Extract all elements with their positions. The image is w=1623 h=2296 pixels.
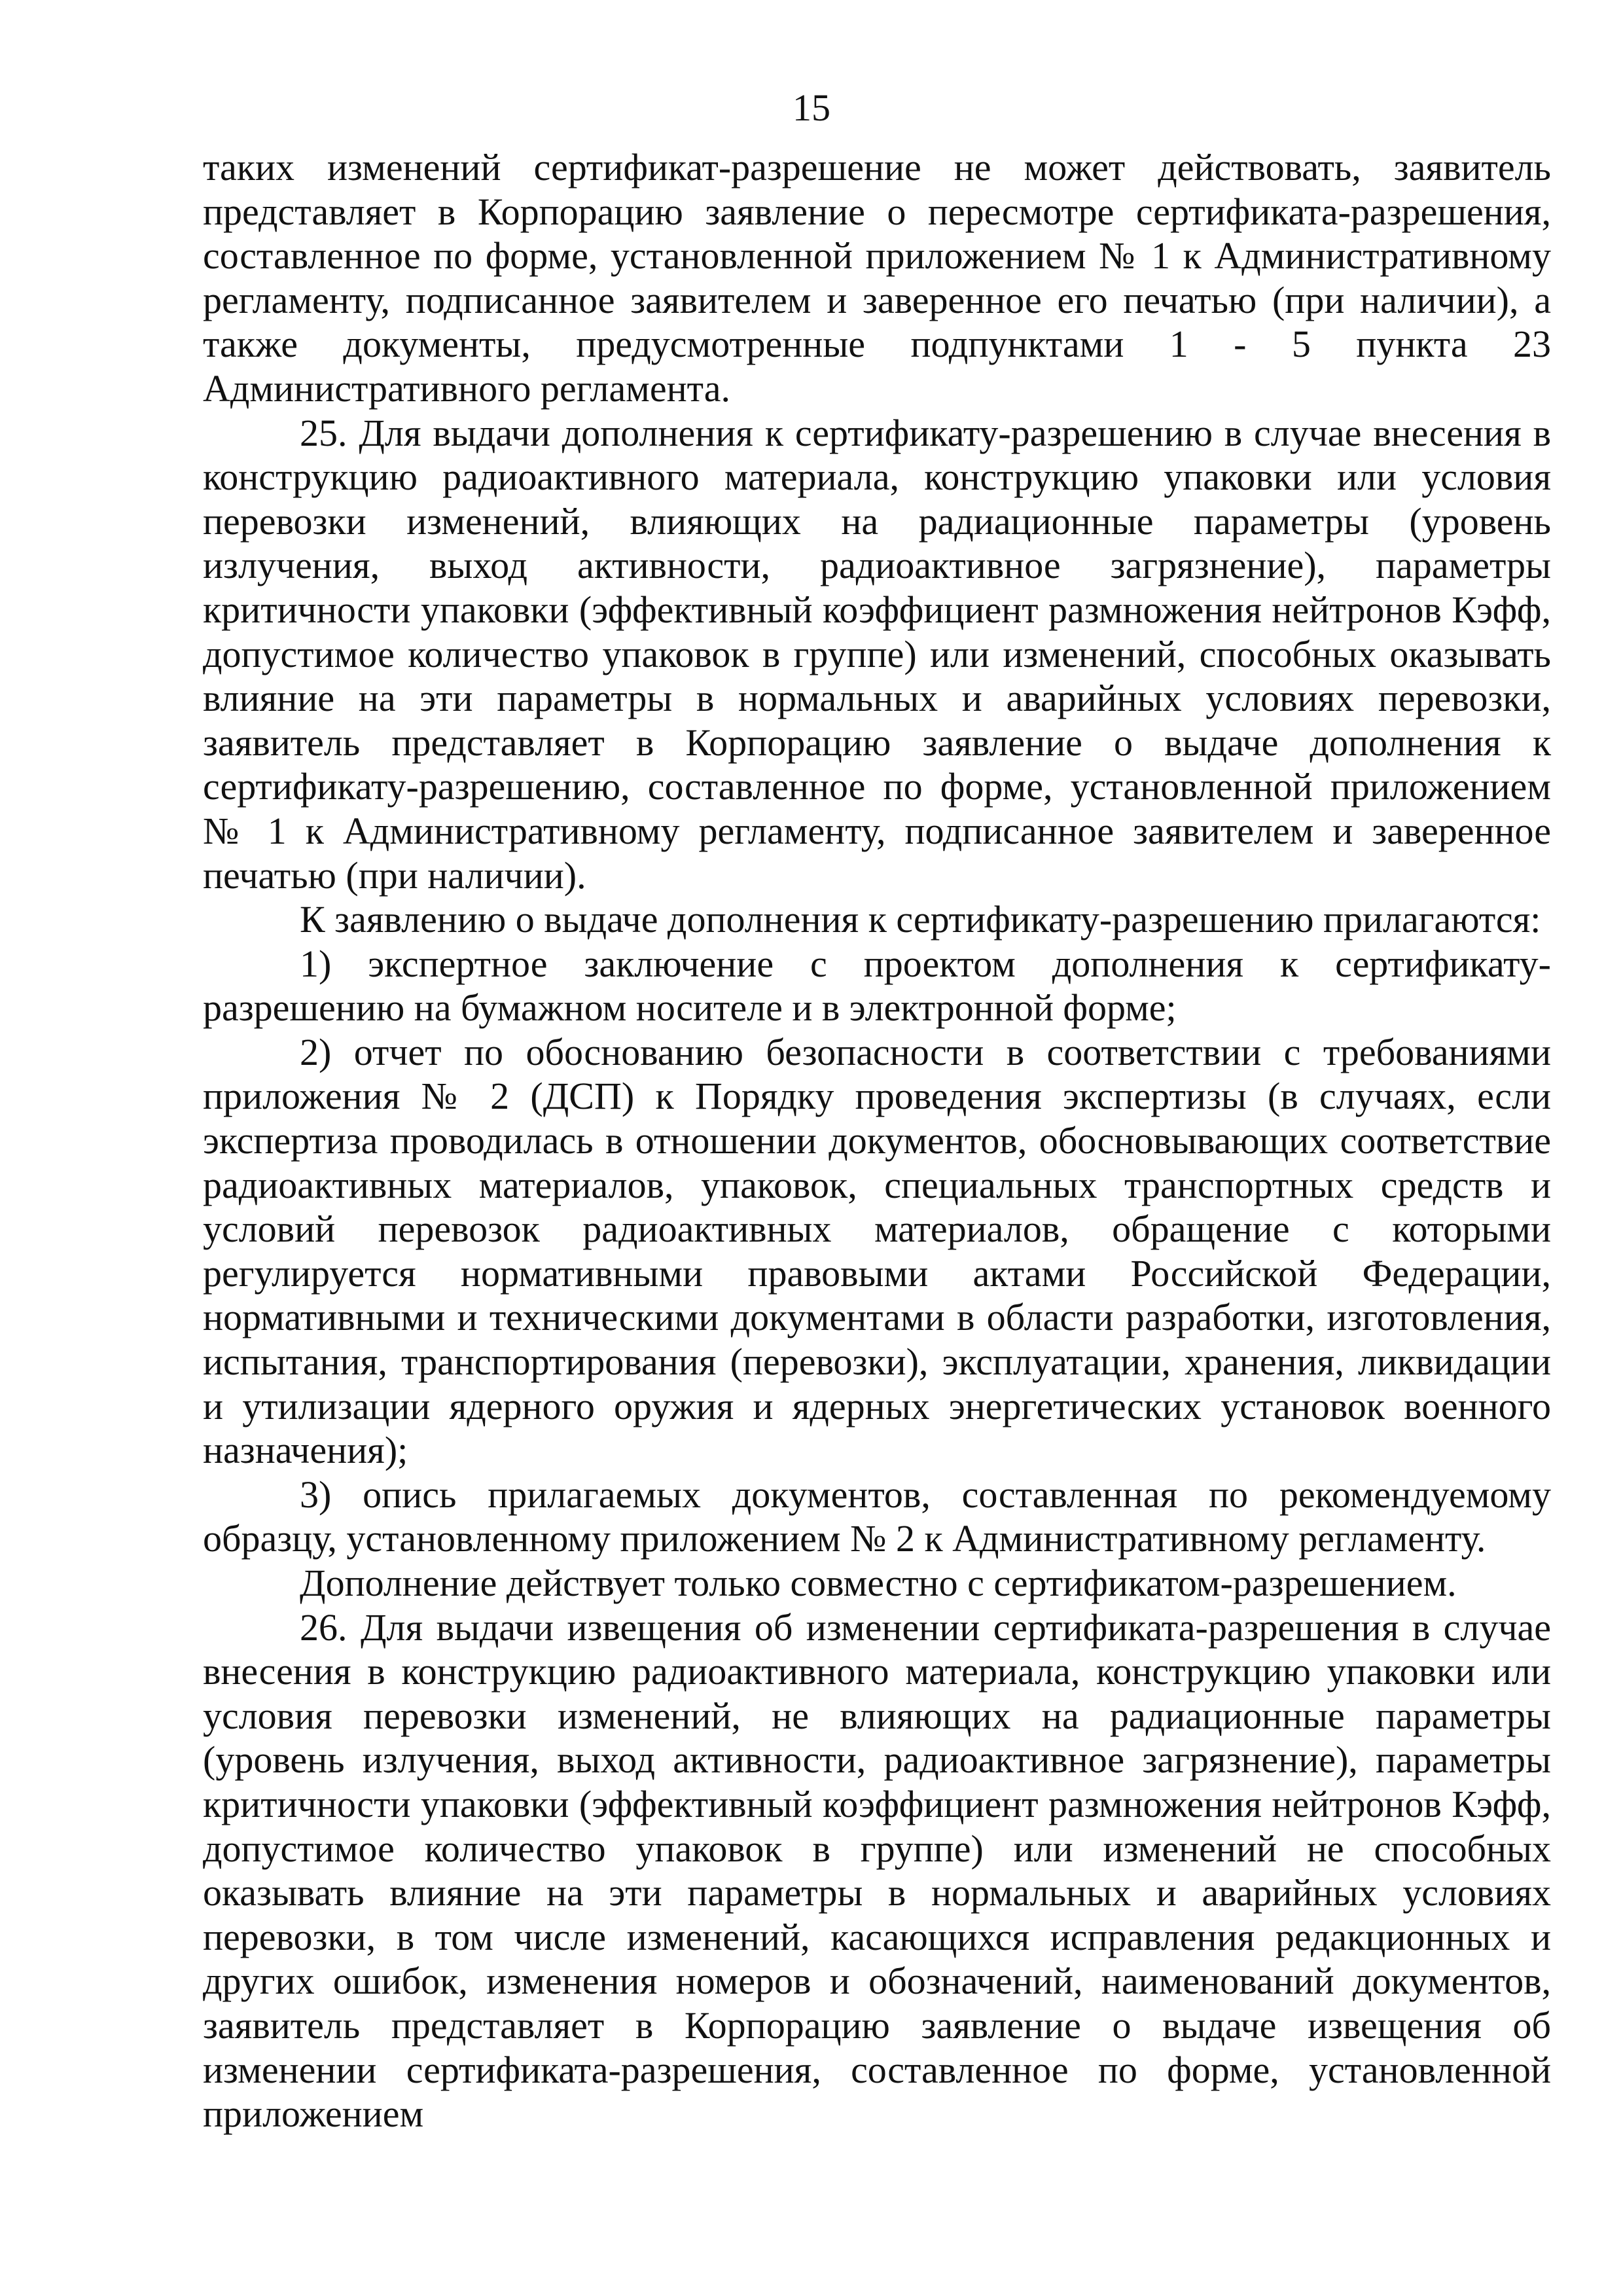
list-item-2: 2) отчет по обоснованию безопасности в соответствии с требованиями приложения № 2 (ДСП) к Порядку проведения экспертизы (в случаях, если экспертиза проводилась в отношении документов, обосновывающих соответствие радиоактивных материалов, упаковок, специальных транспортных средств и условий перевозок радиоактивных материалов, обращение с которыми регулируется нормативными правовыми актами Российской Федерации, нормативными и техническими документами в области разработки, изготовления, испытания, транспортирования (перевозки), эксплуатации, хранения, ликвидации и утилизации ядерного оружия и ядерных энергетических установок военного назначения); [203, 1030, 1551, 1472]
paragraph-attachments-intro: К заявлению о выдаче дополнения к сертификату-разрешению прилагаются: [300, 898, 1541, 941]
paragraph-supplement-validity: Дополнение действует только совместно с сертификатом-разрешением. [300, 1562, 1457, 1604]
paragraph-item-25: 25. Для выдачи дополнения к сертификату-разрешению в случае внесения в конструкцию радиоактивного материала, конструкцию упаковки или условия перевозки изменений, влияющих на радиационные параметры (уровень излучения, выход активности, радиоактивное загрязнение), параметры критичности упаковки (эффективный коэффициент размножения нейтронов Кэфф, допустимое количество упаковок в группе) или изменений, способных оказывать влияние на эти параметры в нормальных и аварийных условиях перевозки, заявитель представляет в Корпорацию заявление о выдаче дополнения к сертификату-разрешению, составленное по форме, установленной приложением № 1 к Административному регламенту, подписанное заявителем и заверенное печатью (при наличии). [203, 411, 1551, 897]
document-body [203, 145, 1551, 2136]
page-number: 15 [793, 86, 830, 129]
list-item-1: 1) экспертное заключение с проектом дополнения к сертификату-разрешению на бумажном носителе и в электронной форме; [203, 942, 1551, 1030]
list-item-3: 3) опись прилагаемых документов, составленная по рекомендуемому образцу, установленному приложением № 2 к Административному регламенту. [203, 1473, 1551, 1560]
paragraph-item-26: 26. Для выдачи извещения об изменении сертификата-разрешения в случае внесения в конструкцию радиоактивного материала, конструкцию упаковки или условия перевозки изменений, не влияющих на радиационные параметры (уровень излучения, выход активности, радиоактивное загрязнение), параметры критичности упаковки (эффективный коэффициент размножения нейтронов Кэфф, допустимое количество упаковок в группе) или изменений не способных оказывать влияние на эти параметры в нормальных и аварийных условиях перевозки, в том числе изменений, касающихся исправления редакционных и других ошибок, изменения номеров и обозначений, наименований документов, заявитель представляет в Корпорацию заявление о выдаче извещения об изменении сертификата-разрешения, составленное по форме, установленной приложением [203, 1605, 1551, 2136]
paragraph-continuation: таких изменений сертификат-разрешение не может действовать, заявитель представляет в Корпорацию заявление о пересмотре сертификата-разрешения, составленное по форме, установленной приложением № 1 к Административному регламенту, подписанное заявителем и заверенное его печатью (при наличии), а также документы, предусмотренные подпунктами 1 - 5 пункта 23 Административного регламента. [203, 146, 1551, 410]
